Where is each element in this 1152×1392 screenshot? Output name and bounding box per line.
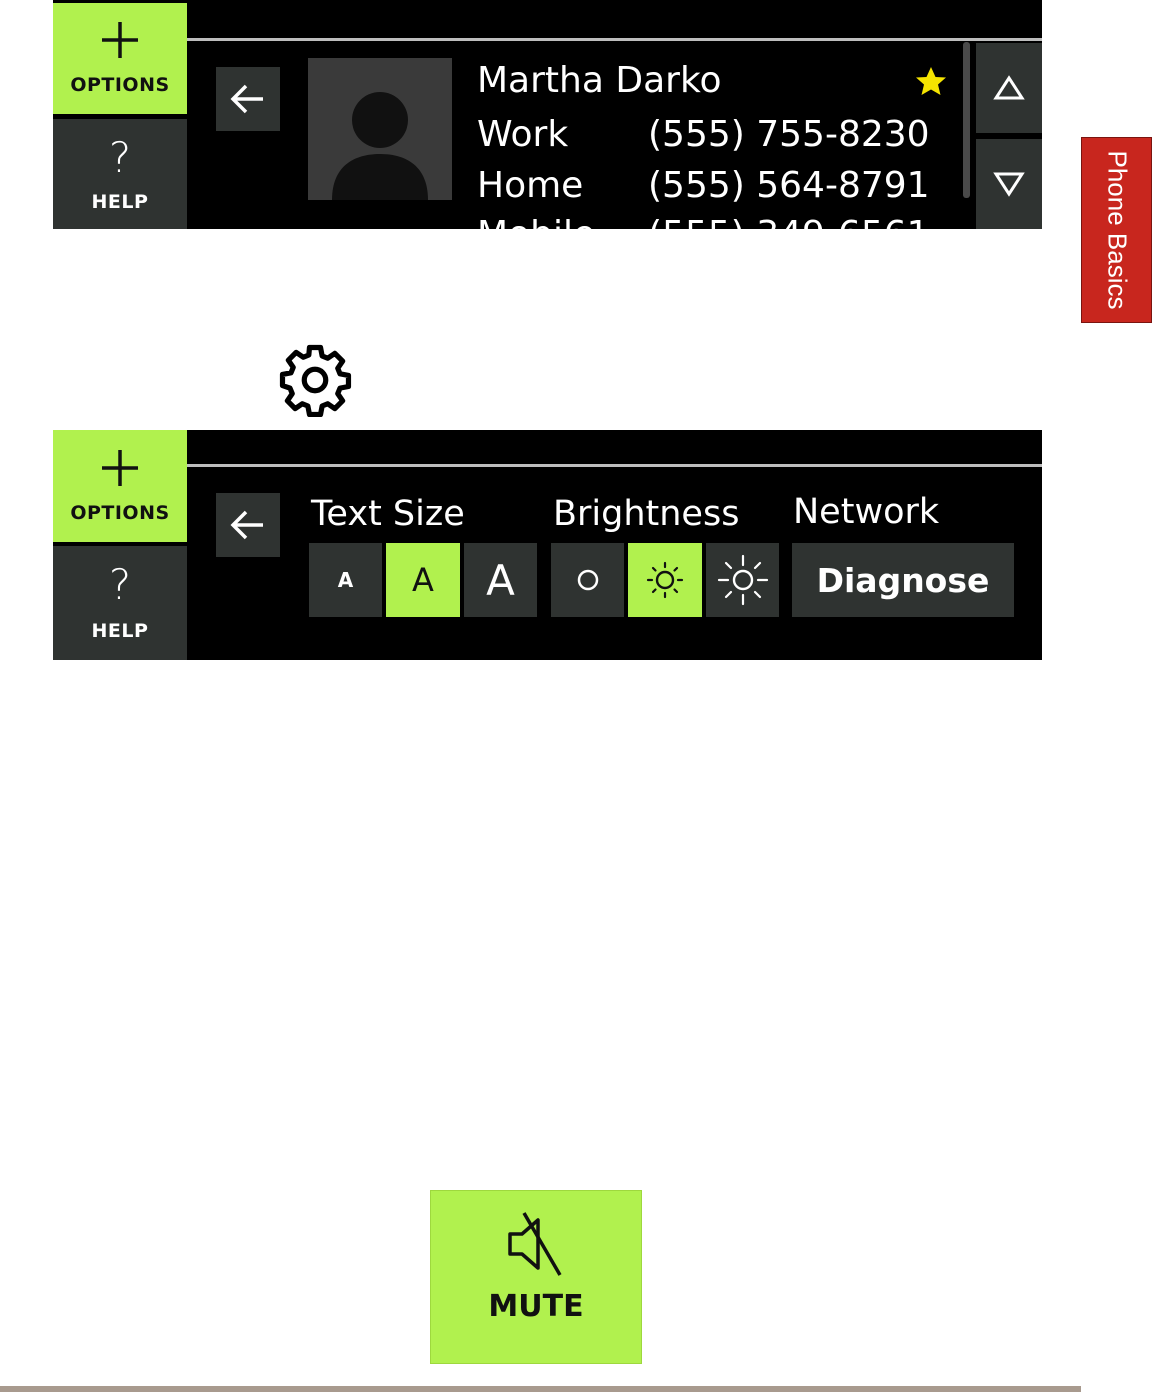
text-size-medium-label: A [412,561,434,599]
brightness-high-button[interactable] [706,543,779,617]
phone-number-mobile[interactable]: (555) 349-6561 [648,214,930,255]
scroll-up-button[interactable] [976,43,1042,133]
section-tab [1081,137,1152,323]
brightness-low-icon [575,567,601,593]
brightness-low-button[interactable] [551,543,624,617]
help-label: HELP [91,191,149,213]
triangle-down-icon [994,172,1024,196]
contact-name: Martha Darko [477,60,722,101]
text-size-large-button[interactable] [464,543,537,617]
avatar [308,58,452,200]
options-button[interactable] [53,430,187,542]
back-arrow-icon [230,84,266,114]
back-arrow-icon [230,510,266,540]
diagnose-button[interactable] [792,543,1014,617]
brightness-medium-button[interactable] [628,543,702,617]
phone-label-home: Home [477,165,584,206]
settings-screen [53,430,1042,660]
top-divider [187,464,1042,467]
text-size-small-button[interactable] [309,543,382,617]
help-button[interactable] [53,546,187,660]
top-divider [187,38,1042,41]
help-label: HELP [91,620,149,642]
diagnose-label: Diagnose [816,560,990,600]
help-button[interactable] [53,119,187,229]
mute-label: MUTE [488,1289,584,1324]
brightness-high-icon [717,554,769,606]
gear-icon [276,341,354,419]
text-size-heading: Text Size [311,494,465,534]
options-label: OPTIONS [70,74,170,96]
triangle-up-icon [994,76,1024,100]
footer-rule [0,1386,1081,1392]
scroll-down-button[interactable] [976,139,1042,229]
question-mark-icon: ? [108,133,132,182]
section-tab-label: Phone Basics [1102,150,1132,310]
scrollbar[interactable] [963,42,970,198]
mute-button[interactable] [430,1190,642,1364]
back-button[interactable] [216,493,280,557]
contact-screen [53,0,1042,255]
text-size-medium-button[interactable] [386,543,460,617]
brightness-heading: Brightness [553,494,740,534]
plus-icon [100,20,140,60]
phone-label-work: Work [477,114,569,155]
options-button[interactable] [53,3,187,114]
plus-icon [100,448,140,488]
network-heading: Network [793,492,940,532]
phone-number-home[interactable]: (555) 564-8791 [648,165,930,206]
text-size-large-label: A [486,555,515,605]
back-button[interactable] [216,67,280,131]
speaker-muted-icon [504,1209,568,1279]
person-silhouette-icon [308,58,452,200]
brightness-medium-icon [645,560,685,600]
phone-number-work[interactable]: (555) 755-8230 [648,114,930,155]
star-icon[interactable] [915,66,947,96]
question-mark-icon: ? [108,560,132,609]
options-label: OPTIONS [70,502,170,524]
text-size-small-label: A [337,568,354,592]
phone-label-mobile: Mobile [477,214,596,255]
